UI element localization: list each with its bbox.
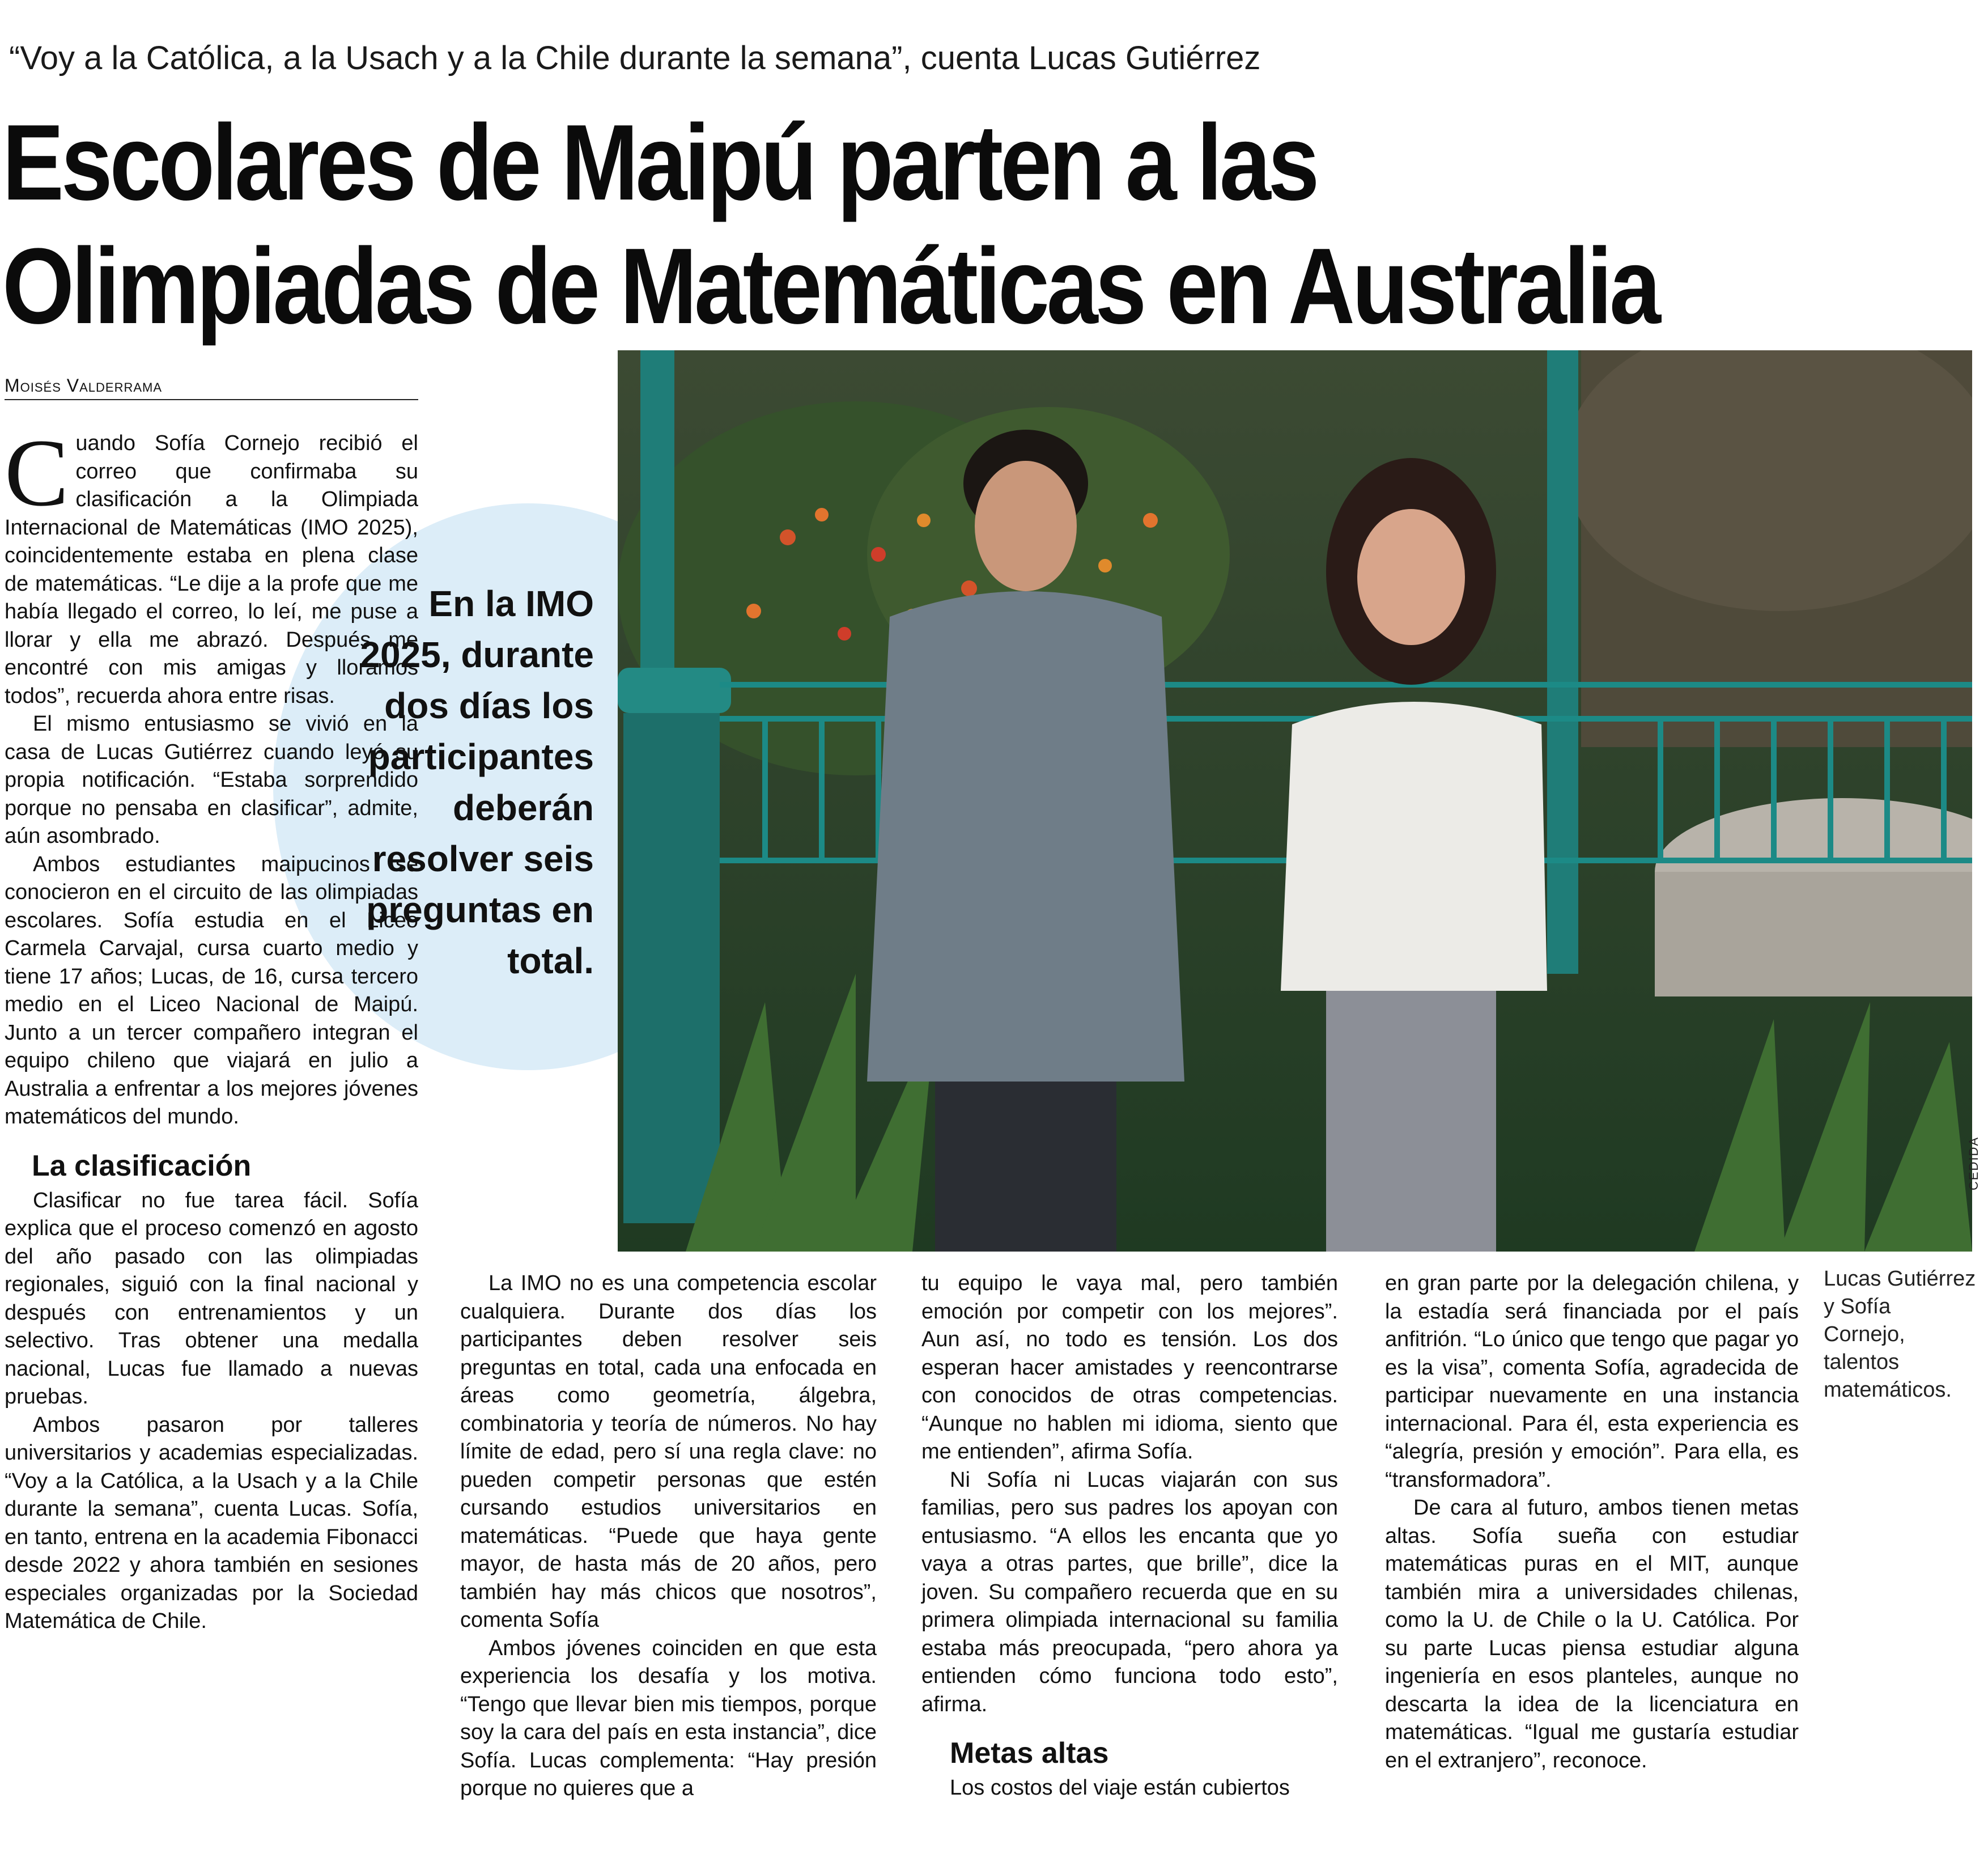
article-paragraph-9: Los costos del viaje están cubiertos (950, 1776, 1290, 1800)
byline: Moisés Valderrama (5, 374, 418, 400)
article-paragraph-10: De cara al futuro, ambos tienen metas altas. Sofía sueña con estudiar matemáticas puras en el MIT, aunque también mira a universidades chilenas, como la U. de Chile o la U. Católica. Por su parte Lucas piensa estudiar alguna ingeniería en esos planteles, aunque no descarta la idea de la licenciatura en matemáticas. “Igual me gustaría estudiar en el extranjero”, reconoce. (1385, 1496, 1799, 1772)
article-column-2 (460, 1270, 877, 1803)
article-paragraph-1: Cuando Sofía Cornejo recibió el correo que confirmaba su clasificación a la Olimpiada Internacional de Matemáticas (IMO 2025), coincidentemente estaba en plena clase de matemáticas. “Le dije a la profe que me había llegado el correo, lo leí, me puse a llorar y ella me abrazó. Después me encontré con mis amigas y lloramos todos”, recuerda ahora entre risas. (5, 419, 418, 708)
article-paragraph-7: Ambos jóvenes coinciden en que esta experiencia los desafía y los motiva. “Tengo que llevar bien mis tiempos, porque soy la cara del país en esta instancia”, dice Sofía. Lucas complementa: “Hay presión porque no quieres que a (460, 1636, 877, 1800)
photo-credit: CEDIDA (1966, 1136, 1981, 1190)
pillar-right (1547, 350, 1578, 974)
article-paragraph-5: Ambos pasaron por talleres universitarios y academias especializadas. “Voy a la Católica, a la Usach y a la Chile durante la semana”, cuenta Lucas. Sofía, en tanto, entrena en la academia Fibonacci desde 2022 y ahora también en sesiones especiales organizadas por la Sociedad Matemática de Chile. (5, 1413, 418, 1633)
article-paragraph-9-continued: en gran parte por la delegación chilena, y la estadía será financiada por el país anfitrión. “Lo único que tengo que pagar yo es la visa”, comenta Sofía, agradecida de participar nuevamente en una instancia internacional. Para él, esta experiencia es “alegría, presión y emoción”. Para ella, es “transformadora”. (1385, 1271, 1799, 1492)
article-paragraph-4: Clasificar no fue tarea fácil. Sofía explica que el proceso comenzó en agosto del año pasado con las olimpiadas regionales, siguió con la final nacional y después con entrenamientos y un selectivo. Tras obtener una medalla nacional, Lucas fue llamado a nuevas pruebas. (5, 1188, 418, 1409)
article-paragraph-3: Ambos estudiantes maipucinos se conocieron en el circuito de las olimpiadas escolares. Sofía estudia en el Liceo Carmela Carvajal, cursa cuarto medio y tiene 17 años; Lucas, de 16, cursa tercero medio en el Liceo Nacional de Maipú. Junto a un tercer compañero integran el equipo chileno que viajará en julio a Australia a enfrentar a los mejores jóvenes matemáticos del mundo. (5, 852, 418, 1129)
photo-illustration (618, 350, 1972, 1252)
article-paragraph-7-continued: tu equipo le vaya mal, pero también emoción por competir con los mejores”. Aun así, no todo es tensión. Los dos esperan hacer amistades y reencontrarse con conocidos de otras competencias. “Aunque no hablen mi idioma, siento que me entienden”, afirma Sofía. (921, 1271, 1338, 1464)
drop-cap: C (5, 419, 69, 526)
article-paragraph-8: Ni Sofía ni Lucas viajarán con sus familias, pero sus padres los apoyan con entusiasmo. “A ellos les encanta que yo vaya a otras partes, que brille”, dice la joven. Su compañero recuerda que en su primera olimpiada internacional su familia estaba más preocupada, “pero ahora ya entienden cómo funciona todo esto”, afirma. (921, 1468, 1338, 1716)
article-column-3 (921, 1270, 1338, 1803)
subhead-metas-altas: Metas altas (950, 1737, 1109, 1770)
pullquote: En la IMO 2025, durante dos días los participantes deberán resolver seis preguntas en total. (360, 583, 594, 981)
subhead-la-clasificacion: La clasificación (32, 1149, 252, 1182)
headline-line-1: Escolares de Maipú parten a las (2, 103, 1317, 223)
article-column-1 (5, 419, 418, 1636)
article-column-4 (1385, 1270, 1799, 1775)
article-paragraph-6: La IMO no es una competencia escolar cualquiera. Durante dos días los participantes deben resolver seis preguntas en total, cada una enfocada en áreas como geometría, álgebra, combinatoria y teoría de números. No hay límite de edad, pero sí una regla clave: no pueden competir personas que estén cursando estudios universitarios en matemáticas. “Puede que haya gente mayor, de hasta más de 20 años, pero también hay más chicos que nosotros”, comenta Sofía (460, 1271, 877, 1632)
article-paragraph-2: El mismo entusiasmo se vivió en la casa de Lucas Gutiérrez cuando leyó su propia notificación. “Estaba sorprendido porque no pensaba en clasificar”, admite, aún asombrado. (5, 712, 418, 848)
kicker: “Voy a la Católica, a la Usach y a la Chile durante la semana”, cuenta Lucas Gutiérrez (9, 40, 1261, 77)
headline-line-2: Olimpiadas de Matemáticas en Australia (2, 226, 1658, 346)
photo-caption: Lucas Gutiérrez y Sofía Cornejo, talentos matemáticos. (1824, 1267, 1976, 1402)
headline (2, 101, 1698, 348)
article-photo (618, 350, 1972, 1252)
